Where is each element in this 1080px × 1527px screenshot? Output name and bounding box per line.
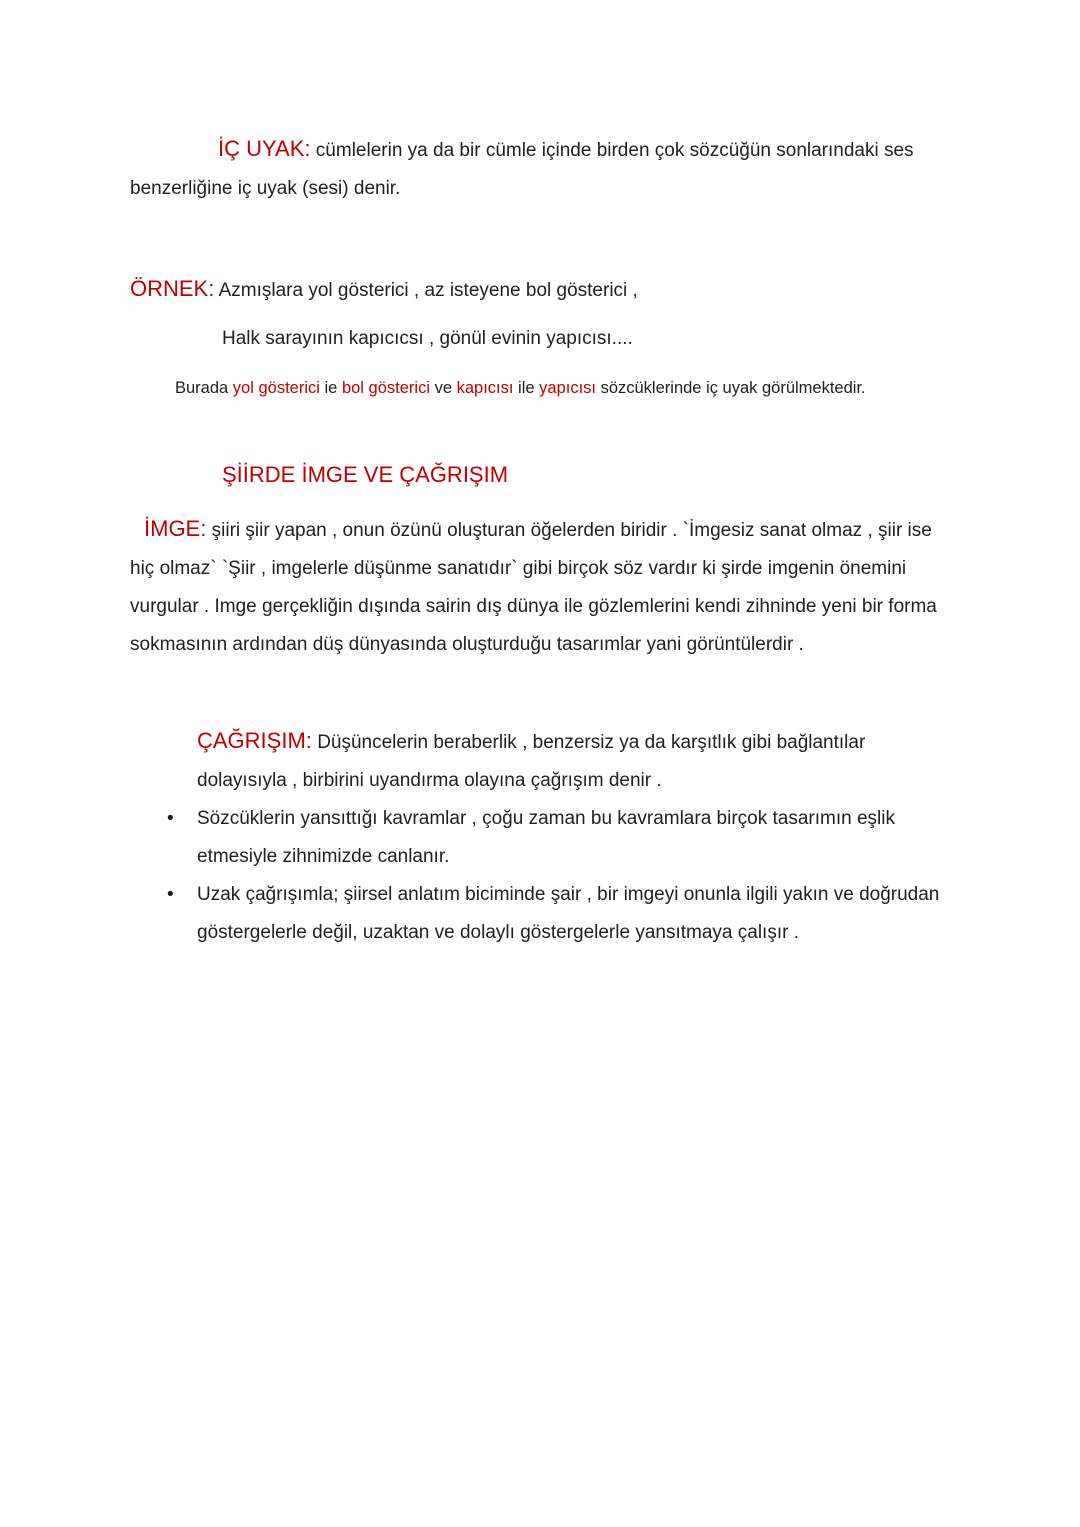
imge-paragraph [130, 510, 940, 664]
burada-red-yapicisi: yapıcısı [539, 379, 596, 397]
ic-uyak-paragraph [130, 130, 940, 208]
imge-label: İMGE: [144, 516, 207, 541]
list-item [167, 876, 940, 952]
burada-mid1: ie [319, 379, 342, 397]
ornek-line1-text: Azmışlara yol gösterici , az isteyene bol gösterici , [218, 280, 638, 301]
ornek-label: ÖRNEK: [130, 276, 215, 301]
cagrisim-label: ÇAĞRIŞIM: [197, 728, 312, 753]
burada-mid3: ile [513, 379, 540, 397]
bullet-2-text: Uzak çağrışımla; şiirsel anlatım biciminde şair , bir imgeyi onunla ilgili yakın ve doğrudan göstergelerle değil, uzaktan ve dolaylı göstergelerle yansıtmaya çalışır . [197, 884, 940, 943]
burada-paragraph [130, 370, 940, 406]
ornek-line2 [222, 320, 940, 358]
ornek-paragraph [130, 270, 940, 310]
burada-pre: Burada [175, 379, 233, 397]
burada-post: sözcüklerinde iç uyak görülmektedir. [596, 379, 866, 397]
list-item [167, 800, 940, 876]
ic-uyak-text: cümlelerin ya da bir cümle içinde birden çok sözcüğün sonlarındaki ses benzerliğine iç uyak (sesi) denir. [130, 140, 914, 199]
burada-mid2: ve [429, 379, 457, 397]
cagrisim-paragraph [197, 722, 940, 800]
cagrisim-text: Düşüncelerin beraberlik , benzersiz ya da karşıtlık gibi bağlantılar dolayısıyla , birbirini uyandırma olayına çağrışım denir . [197, 732, 866, 791]
imge-text: şiiri şiir yapan , onun özünü oluşturan öğelerden biridir . `İmgesiz sanat olmaz , şiir ise hiç olmaz` `Şiir , imgelerle düşünme sanatıdır` gibi birçok söz vardır ki şirde imgenin önemini vurgular . Imge gerçekliğin dışında sairin dış dünya ile gözlemlerini kendi zihninde yeni bir forma sokmasının ardından düş dünyasında oluşturduğu tasarımlar yani görüntülerdir . [130, 520, 937, 655]
bullet-1-text: Sözcüklerin yansıttığı kavramlar , çoğu zaman bu kavramlara birçok tasarımın eşlik etmesiyle zihnimizde canlanır. [197, 808, 895, 867]
ic-uyak-label: İÇ UYAK: [218, 136, 311, 161]
burada-red-kapicisi: kapıcısı [456, 379, 514, 397]
ornek-line2-text: Halk sarayının kapıcıcsı , gönül evinin yapıcısı.... [222, 328, 633, 349]
siirde-imge-heading: ŞİİRDE İMGE VE ÇAĞRIŞIM [222, 462, 509, 487]
bullet-icon: • [167, 808, 174, 829]
burada-red-yol-gosterici: yol gösterici [232, 379, 320, 397]
cagrisim-bullet-list [130, 800, 940, 952]
bullet-icon: • [167, 884, 174, 905]
burada-red-bol-gosterici: bol gösterici [341, 379, 430, 397]
